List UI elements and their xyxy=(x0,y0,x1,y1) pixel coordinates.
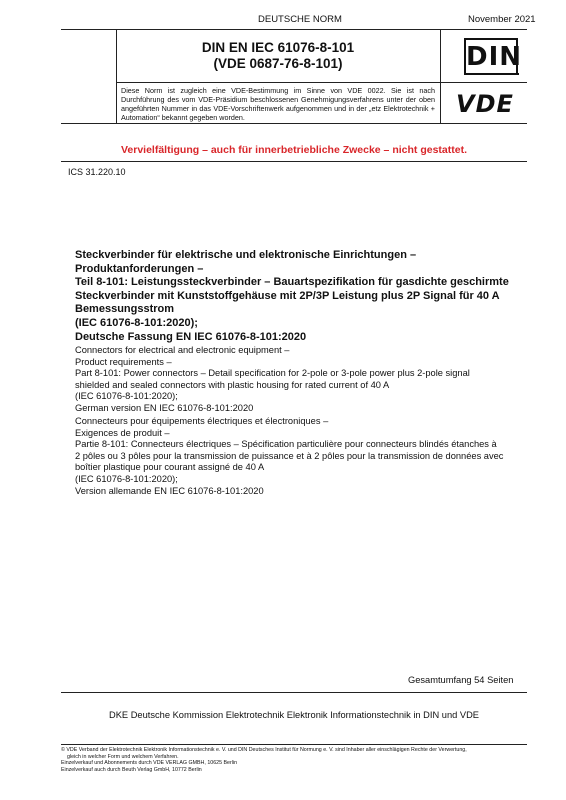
legal-line: Einzelverkauf auch durch Beuth Verlag GmbH, 10772 Berlin xyxy=(61,766,202,773)
title-en-line: Product requirements – xyxy=(75,356,172,367)
din-logo-underline xyxy=(464,73,519,75)
title-box-right-divider xyxy=(440,29,441,123)
title-de-line: Steckverbinder mit Kunststoffgehäuse mit 2P/3P Leistung plus 2P Signal für 40 A xyxy=(75,289,500,302)
title-en-line: Connectors for electrical and electronic equipment – xyxy=(75,345,290,355)
title-fr-line: (IEC 61076-8-101:2020); xyxy=(75,473,178,484)
title-de-line: Deutsche Fassung EN IEC 61076-8-101:2020 xyxy=(75,330,307,343)
ics-code: ICS 31.220.10 xyxy=(68,167,126,177)
title-fr-line: Partie 8-101: Connecteurs électriques – Spécification particulière pour connecteurs blindés étanches à xyxy=(75,439,497,450)
total-pages: Gesamtumfang 54 Seiten xyxy=(408,675,514,685)
title-french xyxy=(75,416,503,497)
publication-date: November 2021 xyxy=(468,14,536,25)
legal-notice xyxy=(61,747,527,773)
title-en-line: shielded and sealed connectors with plastic housing for rated current of 40 A xyxy=(75,379,390,390)
title-de-line: (IEC 61076-8-101:2020); xyxy=(75,316,198,329)
title-box-top-border xyxy=(61,29,527,30)
title-english xyxy=(75,345,470,415)
norm-label: DEUTSCHE NORM xyxy=(258,14,342,25)
title-fr-line: Exigences de produit – xyxy=(75,427,170,438)
legal-divider xyxy=(61,744,527,745)
title-fr-line: Version allemande EN IEC 61076-8-101:2020 xyxy=(75,485,264,496)
title-de-line: Bemessungsstrom xyxy=(75,303,175,316)
title-en-line: German version EN IEC 61076-8-101:2020 xyxy=(75,402,254,413)
title-de-line: Produktanforderungen – xyxy=(75,262,204,275)
title-de-line: Teil 8-101: Leistungssteckverbinder – Bauartspezifikation für gasdichte geschirmte xyxy=(75,276,509,289)
title-en-line: Part 8-101: Power connectors – Detail specification for 2-pole or 3-pole power plus 2-pole signal xyxy=(75,368,470,379)
copy-warning: Vervielfältigung – auch für innerbetriebliche Zwecke – nicht gestattet. xyxy=(120,144,467,156)
title-fr-line: 2 pôles ou 3 pôles pour la transmission de puissance et à 2 pôles pour la transmission de données avec xyxy=(75,450,504,461)
din-logo-text: DIN xyxy=(466,42,523,72)
din-logo xyxy=(464,38,523,75)
vde-logo: VDE xyxy=(456,90,514,118)
title-box-bottom-border xyxy=(61,123,527,124)
title-de-line: Steckverbinder für elektrische und elektronische Einrichtungen – xyxy=(75,249,417,261)
legal-line: Einzelverkauf und Abonnements durch VDE VERLAG GMBH, 10625 Berlin xyxy=(61,760,238,767)
title-en-line: (IEC 61076-8-101:2020); xyxy=(75,391,178,402)
title-box-middle-divider xyxy=(116,82,527,83)
committee-name: DKE Deutsche Kommission Elektrotechnik Elektronik Informationstechnik in DIN und VDE xyxy=(109,710,479,720)
legal-line: gleich in welcher Form und welchem Verfahren. xyxy=(67,753,179,760)
vde-notice: Diese Norm ist zugleich eine VDE-Bestimmung im Sinne von VDE 0022. Sie ist nach Durchführung des vom VDE-Präsidium beschlossenen Genehmigungsverfahrens unter der oben angeführten Nummer in das VDE-Vorschriftenwerk aufgenommen und in der „etz Elektrotechnik + Automation“ bekannt gegeben worden. xyxy=(121,86,435,122)
legal-line: © VDE Verband der Elektrotechnik Elektronik Informationstechnik e. V. und DIN Deutsches Institut für Normung e. V. sind Inhaber aller einschlägigen Rechte der Verwertung, xyxy=(61,747,467,753)
warning-divider xyxy=(61,161,527,162)
title-german xyxy=(75,249,509,344)
standard-number: DIN EN IEC 61076-8-101 xyxy=(201,40,355,55)
title-fr-line: boîtier plastique pour courant assigné de 40 A xyxy=(75,462,265,473)
vde-number: (VDE 0687-76-8-101) xyxy=(213,56,343,71)
title-fr-line: Connecteurs pour équipements électriques et électroniques – xyxy=(75,416,329,426)
footer-top-divider xyxy=(61,692,527,693)
